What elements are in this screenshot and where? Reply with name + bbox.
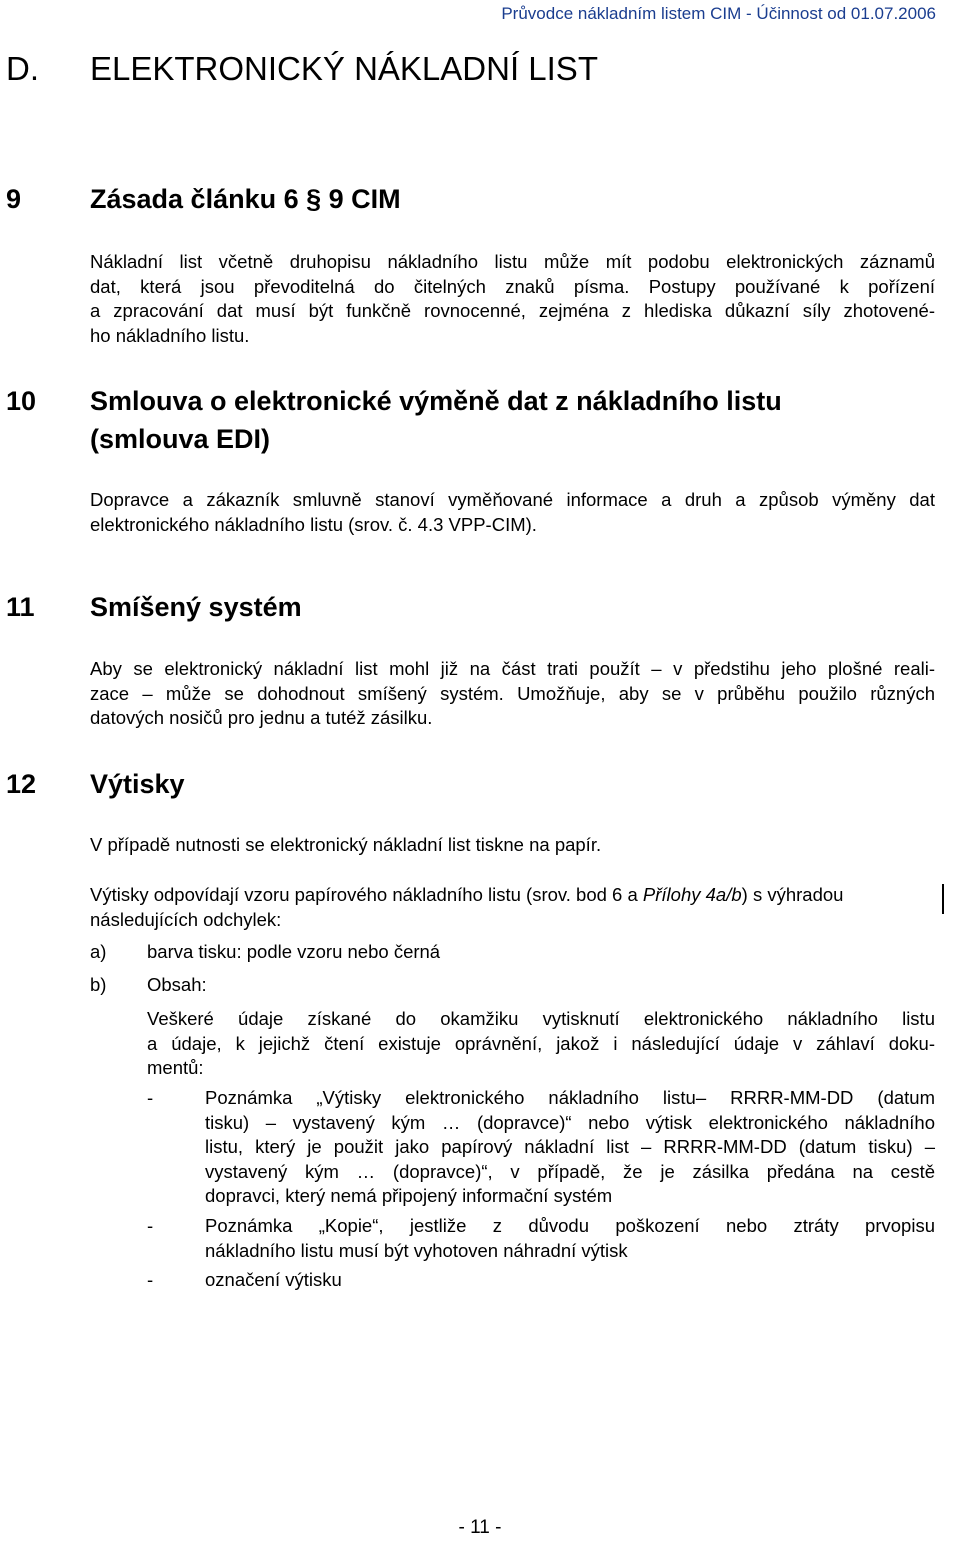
paragraph-line: Nákladní list včetně druhopisu nákladního listu může mít podobu elektronických záznamů xyxy=(90,251,935,272)
dash-line: listu, který je použit jako papírový nákladní list – RRRR-MM-DD (datum tisku) – xyxy=(205,1136,935,1157)
dash-marker: - xyxy=(147,1269,154,1290)
list-text: Obsah: xyxy=(147,974,207,995)
appendix-reference: Přílohy 4a/b xyxy=(642,884,742,905)
paragraph-line: zace – může se dohodnout smíšený systém. Umožňuje, aby se v průběhu použilo různých xyxy=(90,682,935,704)
running-header: Průvodce nákladním listem CIM - Účinnost od 01.07.2006 xyxy=(501,4,936,23)
paragraph-line: a zpracování dat musí být funkčně rovnocenné, zejména z hlediska důkazní síly zhotovené- xyxy=(90,300,935,321)
paragraph-line: Veškeré údaje získané do okamžiku vytisknutí elektronického nákladního listu xyxy=(147,1008,935,1029)
list-marker: b) xyxy=(90,974,107,995)
dash-line: nákladního listu musí být vyhotoven náhradní výtisk xyxy=(205,1239,628,1261)
dash-marker: - xyxy=(147,1215,154,1236)
paragraph-text: ) s výhradou xyxy=(741,884,844,905)
paragraph-line: V případě nutnosti se elektronický nákladní list tiskne na papír. xyxy=(90,834,602,855)
section-title: Zásada článku 6 § 9 CIM xyxy=(90,184,401,214)
dash-line: Poznámka „Kopie“, jestliže z důvodu poškození nebo ztráty prvopisu xyxy=(205,1215,935,1236)
section-number: 11 xyxy=(6,592,35,622)
content-paragraph xyxy=(147,1007,935,1081)
section-number: 12 xyxy=(6,769,37,799)
paragraph-line: dat, která jsou převoditelná do čitelných znaků písma. Postupy používané k pořízení xyxy=(90,275,935,297)
section-title: Smíšený systém xyxy=(90,592,302,622)
section-12-paragraph-1 xyxy=(90,833,935,858)
section-number: 10 xyxy=(6,386,37,416)
chapter-letter: D. xyxy=(6,50,39,87)
paragraph-line: Dopravce a zákazník smluvně stanoví vyměňované informace a druh a způsob výměny dat xyxy=(90,489,935,510)
paragraph-text: Výtisky odpovídají vzoru papírového nákladního listu (srov. bod 6 a xyxy=(90,884,643,905)
chapter-title: ELEKTRONICKÝ NÁKLADNÍ LIST xyxy=(90,50,598,87)
dash-line: vystavený kým … (dopravce)“, v případě, že je zásilka předána na cestě xyxy=(205,1160,935,1182)
section-11-paragraph xyxy=(90,657,935,731)
section-title: Výtisky xyxy=(90,769,185,799)
dash-line: dopravci, který nemá připojený informační systém xyxy=(205,1185,613,1206)
change-bar xyxy=(942,884,944,914)
paragraph-line: elektronického nákladního listu (srov. č. 4.3 VPP-CIM). xyxy=(90,513,537,535)
paragraph-line: Aby se elektronický nákladní list mohl již na část trati použít – v předstihu jeho plošné reali- xyxy=(90,658,935,679)
section-12-paragraph-2 xyxy=(90,883,935,932)
dash-line: tisku) – vystavený kým … (dopravce)“ nebo výtisk elektronického nákladního xyxy=(205,1111,935,1133)
section-10-paragraph xyxy=(90,488,935,537)
paragraph-line: mentů: xyxy=(147,1057,204,1078)
paragraph-line: ho nákladního listu. xyxy=(90,324,250,346)
paragraph-line: následujících odchylek: xyxy=(90,908,282,930)
page-number: - 11 - xyxy=(458,1517,502,1538)
dash-line: označení výtisku xyxy=(205,1269,342,1290)
paragraph-line: datových nosičů pro jednu a tutéž zásilku. xyxy=(90,707,433,728)
chapter-heading xyxy=(6,50,598,88)
section-9-paragraph xyxy=(90,250,935,348)
section-title-line1: Smlouva o elektronické výměně dat z nákladního listu xyxy=(90,386,782,416)
list-text: barva tisku: podle vzoru nebo černá xyxy=(147,941,441,962)
dash-line: Poznámka „Výtisky elektronického nákladního listu– RRRR-MM-DD (datum xyxy=(205,1087,935,1108)
section-number: 9 xyxy=(6,184,22,214)
paragraph-line: a údaje, k jejichž čtení existuje oprávnění, jakož i následující údaje v záhlaví doku- xyxy=(147,1032,935,1054)
section-title-line2: (smlouva EDI) xyxy=(90,424,271,454)
dash-marker: - xyxy=(147,1087,154,1108)
list-marker: a) xyxy=(90,941,107,962)
